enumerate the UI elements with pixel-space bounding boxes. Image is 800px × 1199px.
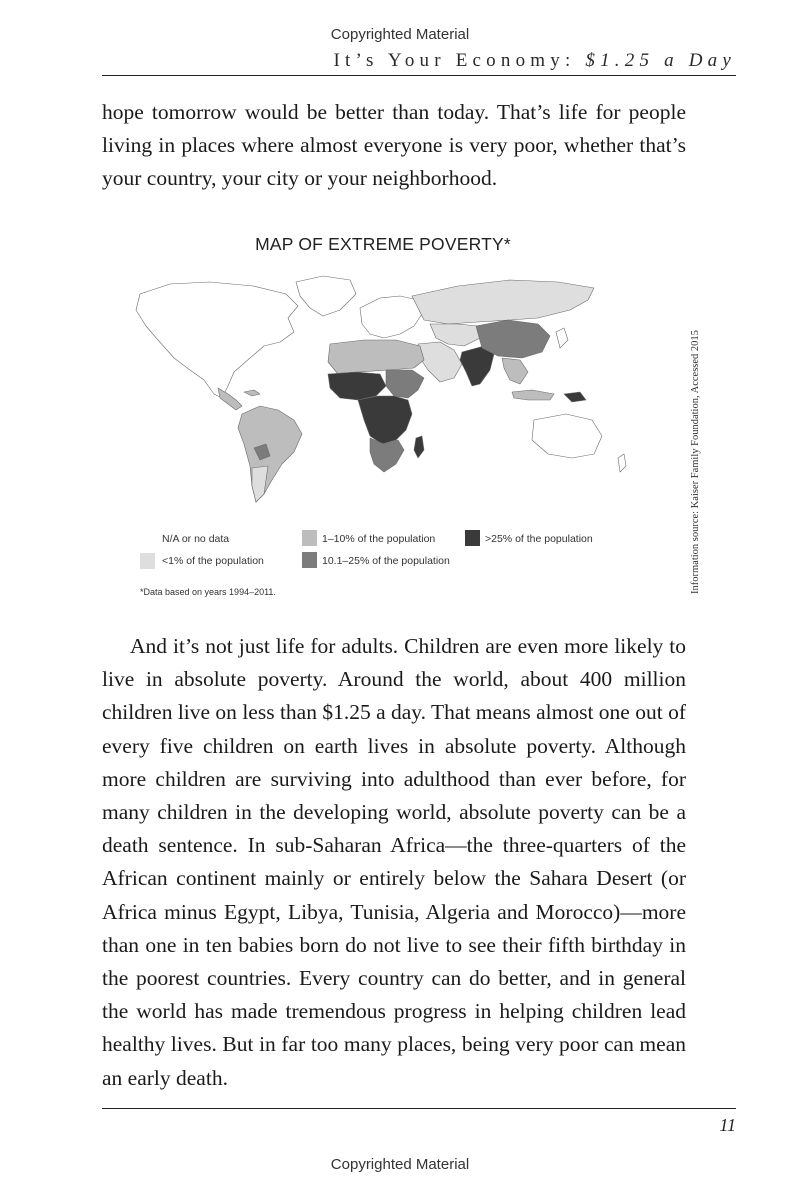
- map-region-new-zealand: [618, 454, 626, 472]
- copyright-watermark-top: Copyrighted Material: [330, 26, 470, 43]
- map-region-north-africa: [328, 340, 424, 374]
- body-paragraph-2: And it’s not just life for adults. Children are even more likely to live in absolute poverty. Around the world, about 400 million children live on less than $1.25 a day. That means almost one out of every five children on earth lives in absolute poverty. Although more children are surviving into adulthood than ever before, for many children in the developing world, absolute poverty can be a death sentence. In sub-Saharan Africa—the three-quarters of the African continent mainly or entirely below the Sahara Desert (or Africa minus Egypt, Libya, Tunisia, Algeria and Morocco)—more than one in ten babies born do not live to see their fifth birthday in the poorest countries. Every country can do better, and in general the world has made tremendous progress in helping children lead healthy lives. But in far too many places, being very poor can mean an early death.: [102, 634, 686, 1090]
- header-rule: [102, 75, 736, 76]
- map-source-credit: Information source: Kaiser Family Foundation, Accessed 2015: [690, 330, 701, 594]
- legend-label-under-1: <1% of the population: [162, 555, 264, 567]
- legend-swatch-10-25: [302, 552, 317, 568]
- map-region-west-africa: [328, 372, 386, 400]
- map-region-caribbean: [244, 390, 260, 396]
- legend-label-over-25: >25% of the population: [485, 533, 593, 545]
- map-footnote: *Data based on years 1994–2011.: [140, 587, 276, 597]
- page-number: 11: [719, 1115, 736, 1135]
- map-region-south-asia: [460, 346, 494, 386]
- world-map: [118, 268, 658, 508]
- map-region-greenland: [296, 276, 356, 316]
- legend-label-1-10: 1–10% of the population: [322, 533, 436, 545]
- running-head-chapter: It’s Your Economy:: [333, 50, 586, 71]
- map-title: MAP OF EXTREME POVERTY*: [255, 234, 511, 254]
- map-region-southeast-asia: [502, 358, 528, 384]
- legend-swatch-1-10: [302, 530, 317, 546]
- map-region-papua: [564, 392, 586, 402]
- map-region-indonesia: [512, 390, 554, 400]
- map-region-south-america: [238, 406, 302, 502]
- map-region-middle-east: [418, 342, 462, 382]
- copyright-watermark-bottom: Copyrighted Material: [330, 1156, 470, 1173]
- map-region-southern-africa: [370, 438, 404, 472]
- footer-rule: [102, 1108, 736, 1109]
- map-region-japan: [556, 328, 568, 348]
- map-region-russia: [412, 280, 594, 324]
- legend-label-na: N/A or no data: [162, 533, 230, 545]
- body-paragraph-1: hope tomorrow would be better than today. That’s life for people living in places where almost everyone is very poor, whether that’s your country, your city or your neighborhood.: [102, 100, 686, 191]
- map-region-north-america: [136, 282, 298, 398]
- poverty-map-figure: [118, 232, 718, 612]
- running-head: [102, 50, 736, 72]
- map-region-australia: [532, 414, 602, 458]
- map-region-central-america: [218, 388, 242, 410]
- legend-label-10-25: 10.1–25% of the population: [322, 555, 450, 567]
- legend-swatch-na: [140, 532, 155, 548]
- map-region-madagascar: [414, 436, 424, 458]
- map-region-central-africa: [358, 396, 412, 444]
- map-region-europe: [360, 296, 422, 338]
- legend-swatch-over-25: [465, 530, 480, 546]
- map-region-east-africa: [386, 370, 424, 398]
- running-head-subtitle: $1.25 a Day: [585, 50, 736, 71]
- legend-swatch-under-1: [140, 553, 155, 569]
- map-region-southern-cone: [252, 466, 268, 502]
